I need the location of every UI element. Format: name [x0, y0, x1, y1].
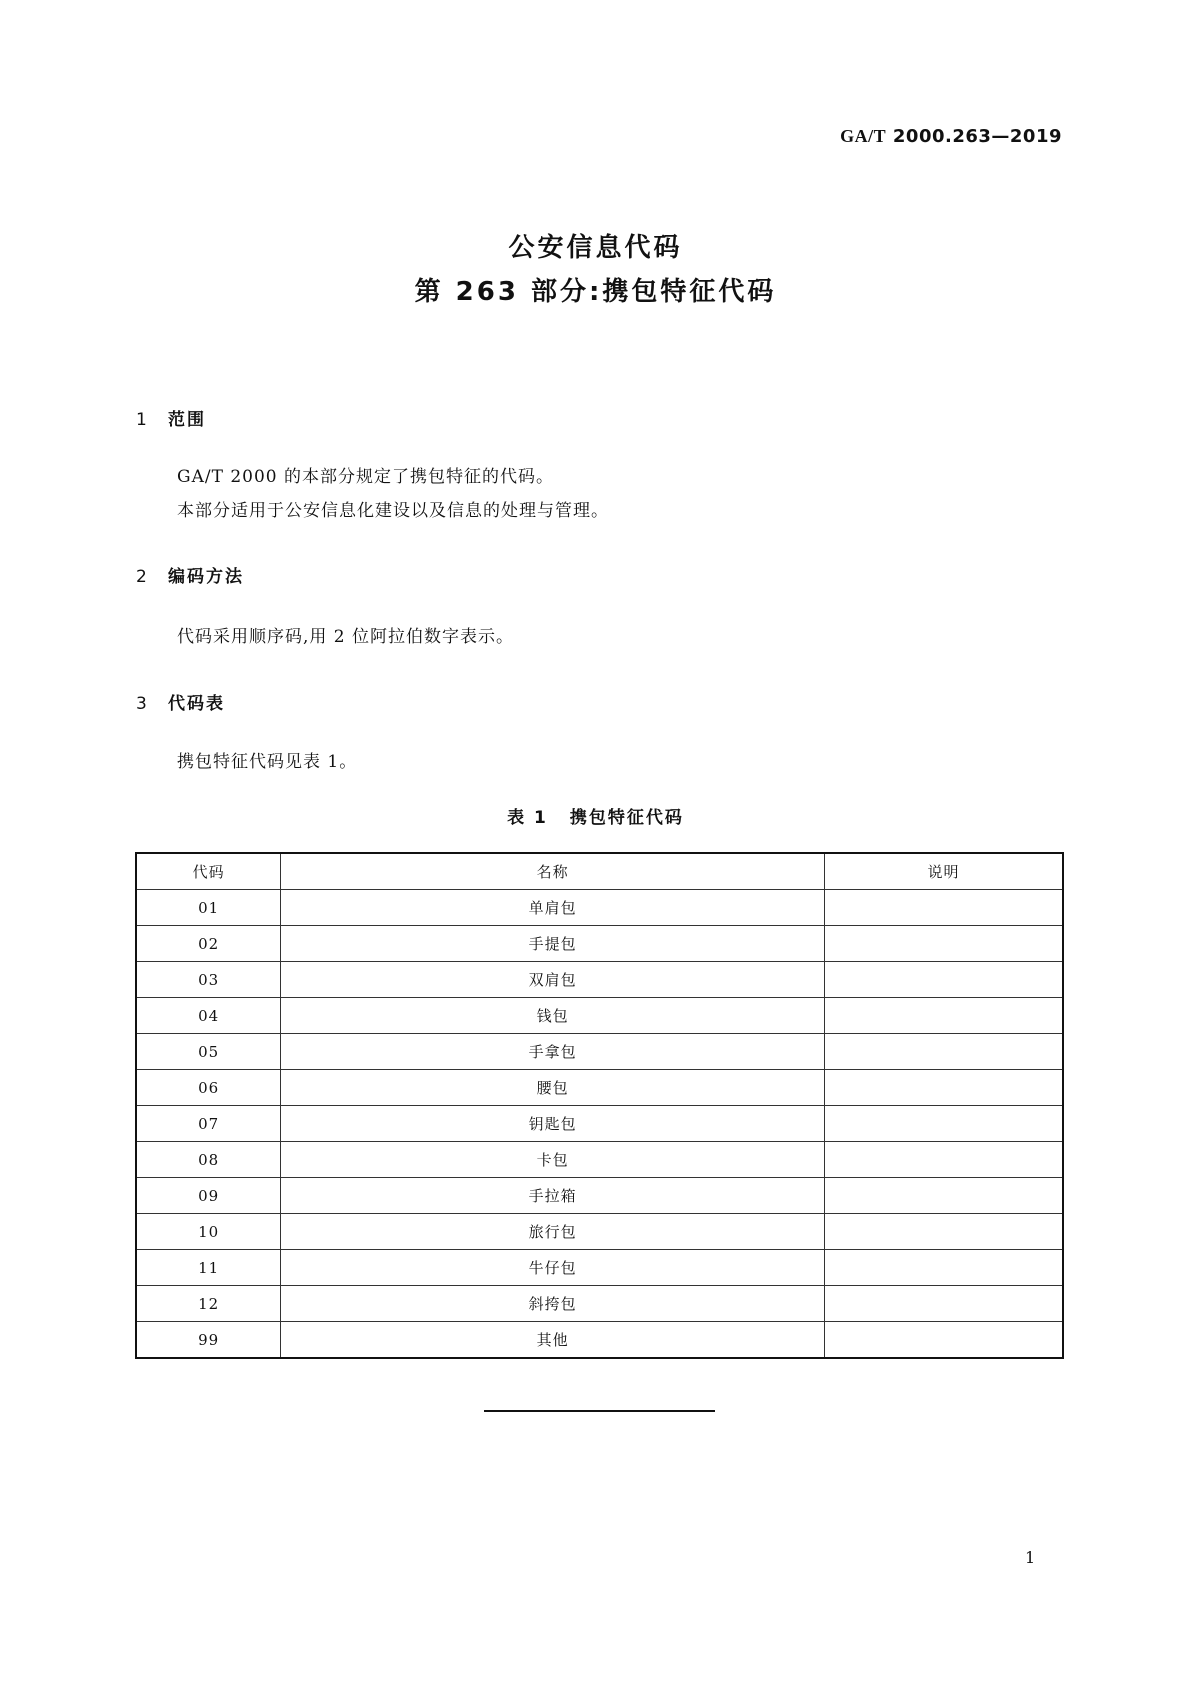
title-line-1: 公安信息代码 — [508, 233, 683, 263]
table-row — [136, 1286, 1063, 1322]
code-cell: 06 — [136, 1070, 281, 1106]
note-cell — [825, 1322, 1064, 1359]
table-row — [136, 1106, 1063, 1142]
table-header-row — [136, 853, 1063, 890]
name-cell: 旅行包 — [281, 1214, 825, 1250]
note-cell — [825, 1286, 1064, 1322]
table-row — [136, 890, 1063, 926]
section-number: 3 — [136, 694, 149, 714]
name-cell: 手拉箱 — [281, 1178, 825, 1214]
table-row — [136, 1142, 1063, 1178]
name-cell: 卡包 — [281, 1142, 825, 1178]
table-row — [136, 926, 1063, 962]
section-heading-coding-method — [136, 562, 244, 587]
name-cell: 单肩包 — [281, 890, 825, 926]
section-heading-scope — [136, 405, 206, 430]
section-title: 编码方法 — [168, 567, 244, 587]
table-caption-number: 表 1 — [507, 808, 548, 828]
paragraph: GA/T 2000 的本部分规定了携包特征的代码。 — [177, 467, 554, 487]
column-header-note: 说明 — [825, 853, 1064, 890]
paragraph: 代码采用顺序码,用 2 位阿拉伯数字表示。 — [177, 627, 515, 647]
note-cell — [825, 1070, 1064, 1106]
note-cell — [825, 1106, 1064, 1142]
table-row — [136, 1250, 1063, 1286]
note-cell — [825, 926, 1064, 962]
table-caption — [0, 803, 1191, 828]
name-cell: 手提包 — [281, 926, 825, 962]
table-row — [136, 1178, 1063, 1214]
column-header-name: 名称 — [281, 853, 825, 890]
paragraph: 携包特征代码见表 1。 — [177, 752, 358, 772]
standard-number — [840, 126, 1062, 147]
section-coding-method-body — [177, 620, 514, 654]
name-cell: 斜挎包 — [281, 1286, 825, 1322]
table-row — [136, 1070, 1063, 1106]
note-cell — [825, 998, 1064, 1034]
section-title: 范围 — [168, 410, 206, 430]
code-cell: 09 — [136, 1178, 281, 1214]
name-cell: 腰包 — [281, 1070, 825, 1106]
note-cell — [825, 1034, 1064, 1070]
section-heading-code-table — [136, 689, 225, 714]
code-cell: 03 — [136, 962, 281, 998]
code-cell: 12 — [136, 1286, 281, 1322]
standard-prefix: GA/T — [840, 126, 887, 146]
code-cell: 05 — [136, 1034, 281, 1070]
note-cell — [825, 962, 1064, 998]
section-number: 2 — [136, 567, 149, 587]
end-of-document-rule — [484, 1410, 715, 1412]
title-line-2: 第 263 部分:携包特征代码 — [414, 277, 777, 307]
note-cell — [825, 890, 1064, 926]
name-cell: 双肩包 — [281, 962, 825, 998]
section-number: 1 — [136, 410, 149, 430]
code-cell: 11 — [136, 1250, 281, 1286]
name-cell: 手拿包 — [281, 1034, 825, 1070]
code-cell: 02 — [136, 926, 281, 962]
section-code-table-body — [177, 745, 357, 779]
code-cell: 07 — [136, 1106, 281, 1142]
section-title: 代码表 — [168, 694, 225, 714]
code-cell: 08 — [136, 1142, 281, 1178]
table-row — [136, 962, 1063, 998]
code-cell: 10 — [136, 1214, 281, 1250]
table-row — [136, 1034, 1063, 1070]
note-cell — [825, 1142, 1064, 1178]
code-cell: 01 — [136, 890, 281, 926]
code-cell: 99 — [136, 1322, 281, 1359]
name-cell: 牛仔包 — [281, 1250, 825, 1286]
table-row — [136, 998, 1063, 1034]
paragraph: 本部分适用于公安信息化建设以及信息的处理与管理。 — [177, 501, 609, 521]
name-cell: 钥匙包 — [281, 1106, 825, 1142]
standard-code: 2000.263—2019 — [892, 126, 1062, 147]
column-header-code: 代码 — [136, 853, 281, 890]
note-cell — [825, 1214, 1064, 1250]
table-caption-title: 携包特征代码 — [569, 808, 684, 828]
note-cell — [825, 1250, 1064, 1286]
name-cell: 钱包 — [281, 998, 825, 1034]
section-scope-body — [177, 460, 609, 528]
code-cell: 04 — [136, 998, 281, 1034]
page-number: 1 — [1025, 1548, 1036, 1567]
table-row — [136, 1214, 1063, 1250]
name-cell: 其他 — [281, 1322, 825, 1359]
code-table — [135, 852, 1064, 1359]
document-title — [0, 226, 1191, 314]
table-row — [136, 1322, 1063, 1359]
note-cell — [825, 1178, 1064, 1214]
